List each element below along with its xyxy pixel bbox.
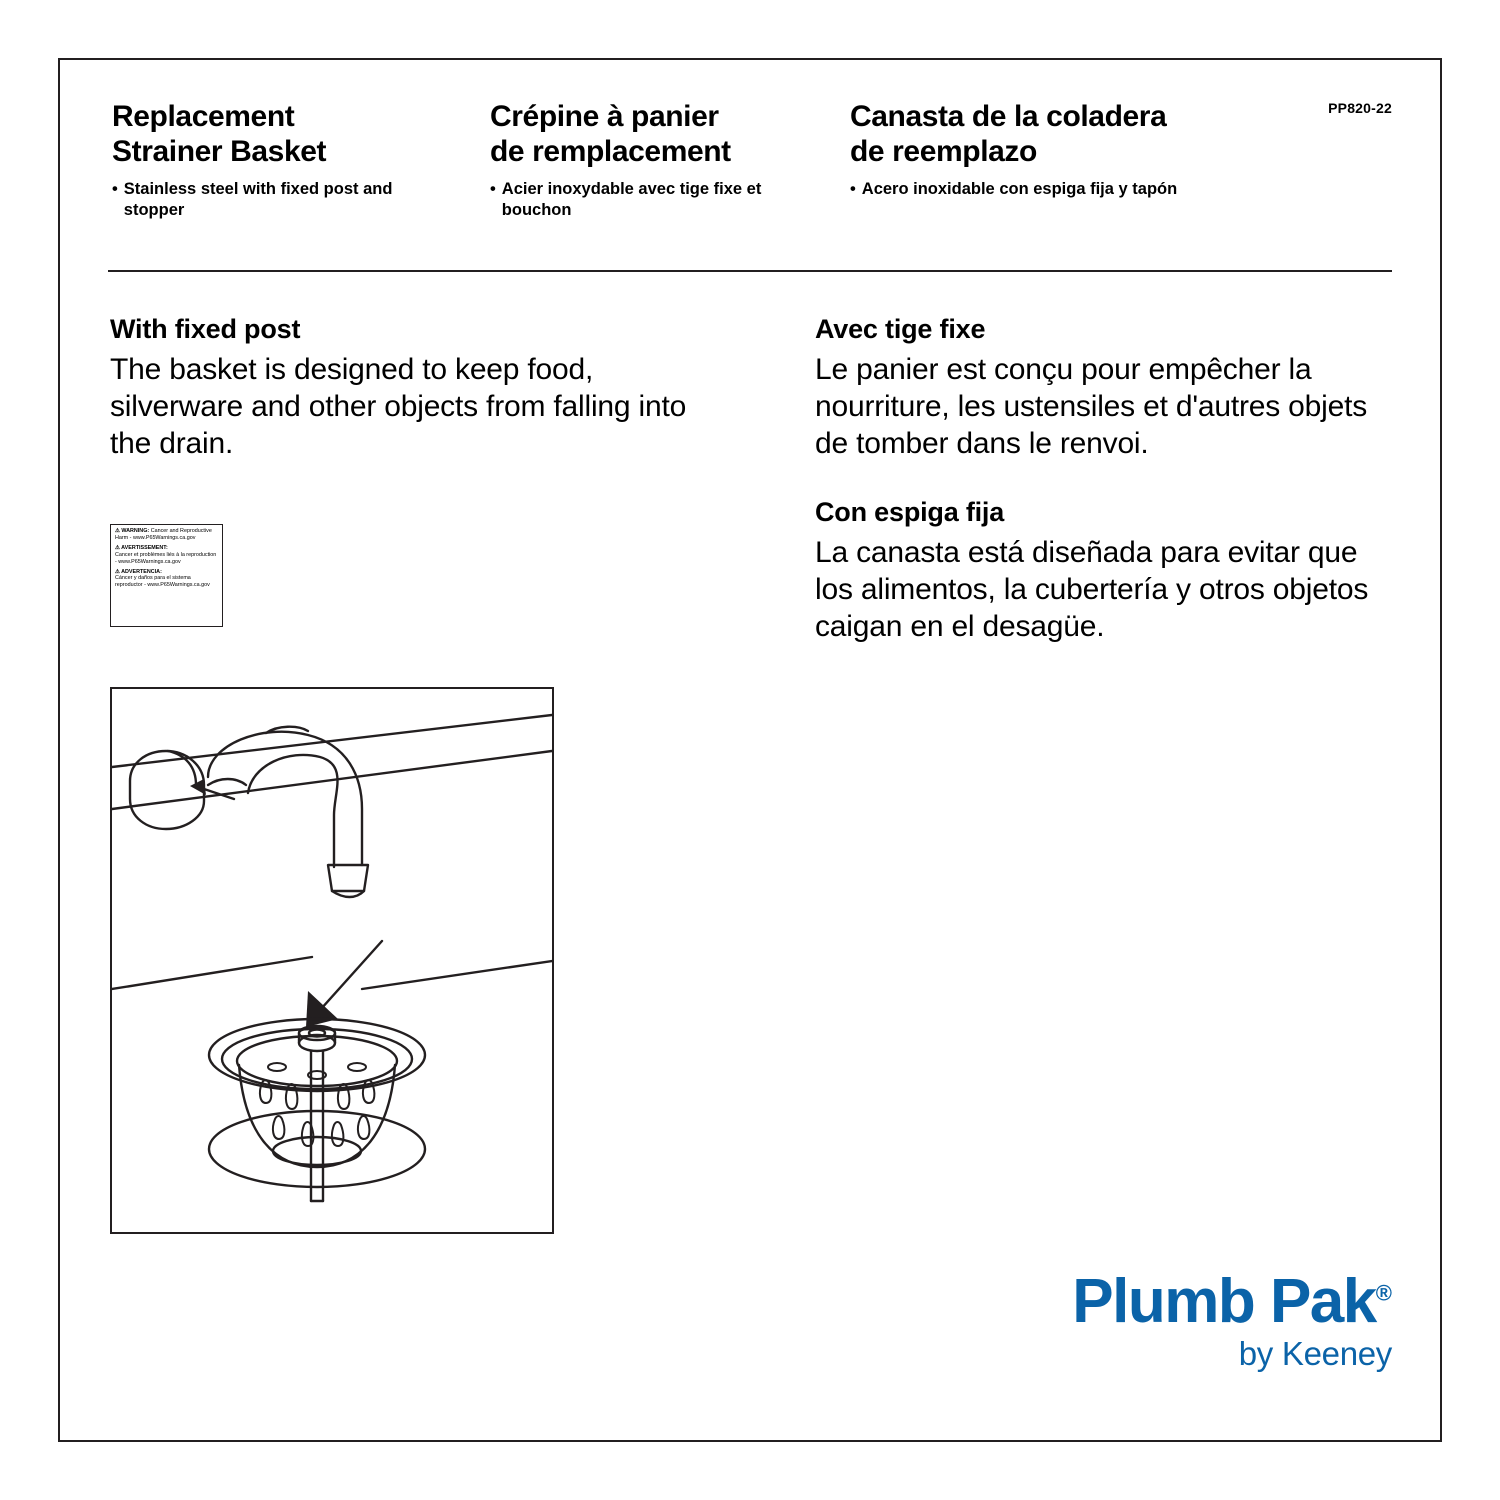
header-column-french bbox=[490, 100, 830, 221]
prop65-warning-french-text: Cancer et problèmes liés à la reproduction - www.P65Warnings.ca.gov bbox=[115, 551, 217, 565]
bullet-dot-icon: • bbox=[490, 180, 496, 198]
product-bullet-spanish-text: Acero inoxidable con espiga fija y tapón bbox=[861, 180, 1178, 198]
prop65-warning-english bbox=[115, 528, 218, 542]
product-label-page bbox=[58, 58, 1442, 1442]
product-title-english-line2: Strainer Basket bbox=[112, 134, 327, 168]
product-title-spanish-line1: Canasta de la coladera bbox=[850, 100, 1167, 133]
section-heading-spanish: Con espiga fija bbox=[815, 496, 1005, 527]
prop65-warning-english-text: Cancer and Reproductive Harm - www.P65Warnings.ca.gov bbox=[115, 528, 212, 541]
section-heading-english: With fixed post bbox=[110, 314, 301, 344]
product-title-spanish bbox=[850, 100, 1270, 169]
brand-logo-byline: by Keeney bbox=[1238, 1335, 1392, 1372]
brand-logo-name bbox=[1072, 1267, 1392, 1336]
sku-code: PP820-22 bbox=[1328, 100, 1392, 116]
product-bullet-english-text: Stainless steel with fixed post and stopper bbox=[123, 180, 393, 220]
section-text-french: Le panier est conçu pour empêcher la nourriture, les ustensiles et d'autres objets de tomber dans le renvoi. bbox=[815, 353, 1368, 461]
product-bullet-french-text: Acier inoxydable avec tige fixe et bouchon bbox=[501, 180, 762, 220]
product-bullet-spanish bbox=[850, 179, 1270, 200]
product-title-spanish-line2: de reemplazo bbox=[850, 134, 1037, 168]
product-bullet-english bbox=[112, 179, 442, 221]
header-column-english bbox=[112, 100, 442, 221]
brand-logo bbox=[1072, 1267, 1392, 1372]
description-column-english bbox=[110, 314, 710, 497]
brand-logo-text: Plumb Pak bbox=[1072, 1267, 1376, 1336]
prop65-warning-box bbox=[110, 524, 223, 627]
product-title-french-line1: Crépine à panier bbox=[490, 100, 719, 133]
product-title-french bbox=[490, 100, 830, 169]
bullet-dot-icon: • bbox=[112, 180, 118, 198]
section-text-english: The basket is designed to keep food, silverware and other objects from falling into the drain. bbox=[110, 353, 687, 461]
warning-triangle-icon-label: ⚠ ADVERTENCIA: bbox=[115, 568, 162, 575]
prop65-warning-spanish-text: Cáncer y daños para el sistema reproductor - www.P65Warnings.ca.gov bbox=[115, 575, 210, 589]
warning-triangle-icon-label: ⚠ AVERTISSEMENT: bbox=[115, 544, 168, 551]
installation-illustration bbox=[110, 687, 554, 1234]
registered-trademark-icon: ® bbox=[1375, 1280, 1392, 1306]
description-column-translations bbox=[815, 314, 1395, 679]
product-title-french-line2: de remplacement bbox=[490, 134, 731, 168]
warning-triangle-icon-label: ⚠ WARNING: bbox=[115, 528, 150, 534]
product-bullet-french bbox=[490, 179, 830, 221]
header bbox=[60, 60, 1440, 272]
header-divider bbox=[108, 270, 1392, 272]
header-column-spanish bbox=[850, 100, 1270, 200]
sink-strainer-line-drawing bbox=[112, 689, 552, 1232]
prop65-warning-french bbox=[115, 545, 218, 566]
section-heading-french: Avec tige fixe bbox=[815, 314, 986, 344]
product-title-english-line1: Replacement bbox=[112, 100, 295, 133]
section-text-spanish: La canasta está diseñada para evitar que los alimentos, la cubertería y otros objetos caigan en el desagüe. bbox=[815, 535, 1369, 643]
bullet-dot-icon: • bbox=[850, 180, 856, 198]
product-title-english bbox=[112, 100, 442, 169]
prop65-warning-spanish bbox=[115, 569, 218, 590]
